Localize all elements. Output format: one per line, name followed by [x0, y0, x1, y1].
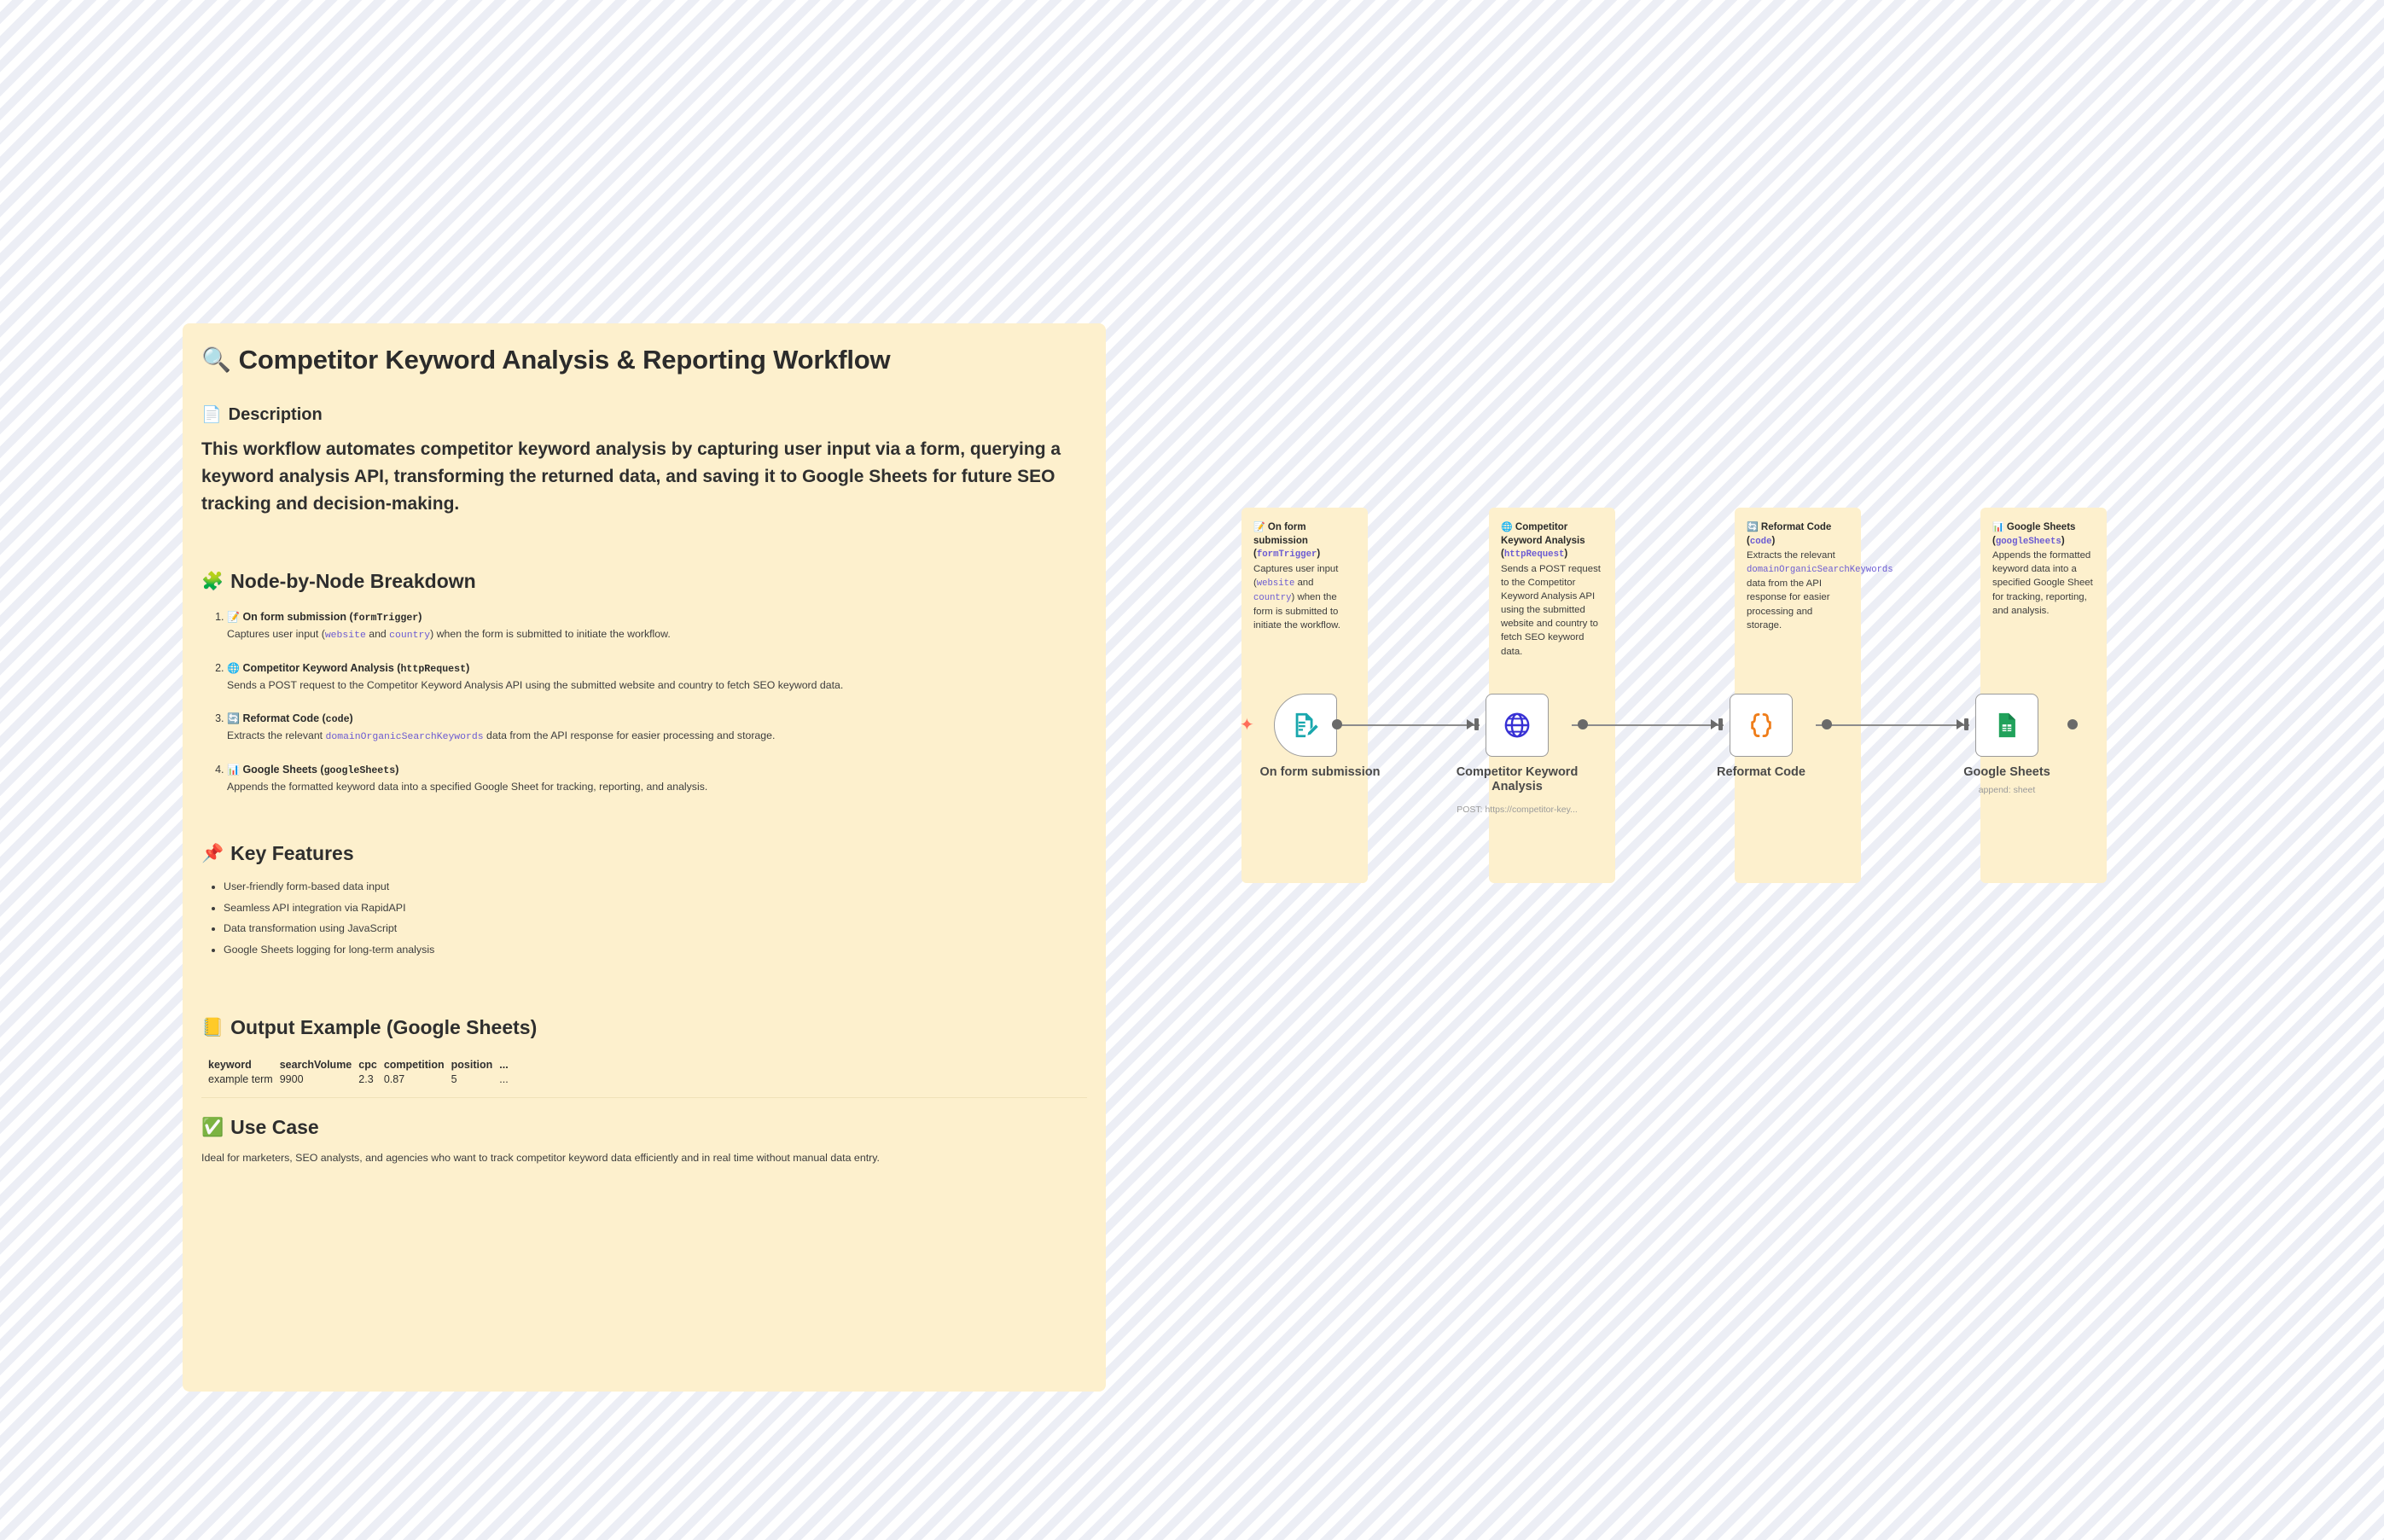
connector-arrow-icon — [1711, 719, 1718, 729]
connector-arrow-icon — [1467, 719, 1474, 729]
node-subtitle-http: POST: https://competitor-key... — [1457, 805, 1578, 815]
node-item-desc: Sends a POST request to the Competitor Keyword Analysis API using the submitted website and country to fetch SEO keyword data. — [227, 679, 844, 692]
list-item — [227, 711, 1090, 745]
list-item: • Data transformation using JavaScript — [224, 921, 1090, 936]
node-label-google-sheets: Google Sheets — [1963, 765, 2050, 779]
page-title-text: Competitor Keyword Analysis & Reporting Workflow — [238, 345, 891, 375]
bar-chart-icon: 📊 — [227, 763, 240, 776]
output-example-table — [203, 1059, 510, 1085]
node-item-desc: Extracts the relevant domainOrganicSearchKeywords data from the API response for easier processing and storage. — [227, 729, 776, 743]
table-header-row — [203, 1059, 510, 1073]
curly-braces-icon — [1746, 710, 1776, 741]
node-output-dot[interactable] — [1578, 719, 1588, 729]
connector-wire — [1326, 724, 1480, 726]
connector-endpoint — [1964, 718, 1968, 730]
column-header-keyword: keyword — [208, 1058, 252, 1071]
memo-icon: 📝 — [1253, 522, 1265, 532]
page-title — [201, 344, 1090, 375]
list-item: • Seamless API integration via RapidAPI — [224, 901, 1090, 915]
connector-endpoint — [1718, 718, 1723, 730]
node-label-competitor-keyword-analysis: Competitor Keyword Analysis — [1456, 765, 1579, 794]
sticky-note-body: Captures user input (website and country) when the form is submitted to initiate the workflow. — [1253, 563, 1340, 631]
sticky-note-body: Appends the formatted keyword data into a specified Google Sheet for tracking, reporting, and analysis. — [1992, 550, 2093, 616]
list-item: • Google Sheets logging for long-term analysis — [224, 943, 1090, 957]
check-mark-icon: ✅ — [201, 1117, 224, 1137]
sticky-note-body: Extracts the relevant domainOrganicSearchKeywords data from the API response for easier processing and storage. — [1747, 550, 1893, 631]
bar-chart-icon: 📊 — [1992, 522, 2004, 532]
cell-position: 5 — [451, 1072, 457, 1085]
node-item-title: 1. 📝 On form submission (formTrigger) — [227, 610, 422, 624]
node-item-title: 4. 📊 Google Sheets (googleSheets) — [227, 763, 399, 776]
node-label-on-form-submission: On form submission — [1259, 765, 1381, 779]
google-sheets-icon — [1992, 711, 2021, 740]
column-header-competition: competition — [383, 1058, 445, 1071]
card-index-icon: 📒 — [201, 1017, 224, 1037]
recycle-icon: 🔄 — [227, 712, 240, 724]
table-row — [203, 1073, 510, 1085]
sticky-note-title: 🔄 Reformat Code (code) — [1747, 522, 1832, 547]
sticky-note-title: 📊 Google Sheets (googleSheets) — [1992, 522, 2076, 547]
node-output-dot[interactable] — [2067, 719, 2078, 729]
key-features-heading — [201, 841, 1090, 866]
node-breakdown-list — [198, 609, 1090, 796]
pushpin-icon: 📌 — [201, 844, 224, 864]
column-header-cpc: cpc — [358, 1058, 377, 1071]
connector-wire — [1572, 724, 1724, 726]
sticky-note-title: 🌐 Competitor Keyword Analysis (httpRequest) — [1501, 522, 1585, 561]
description-heading-text: Description — [228, 405, 323, 425]
node-item-title: 3. 🔄 Reformat Code (code) — [227, 712, 353, 725]
magnifying-glass-icon: 🔍 — [201, 346, 231, 373]
node-output-dot[interactable] — [1822, 719, 1832, 729]
workflow-canvas[interactable] — [1241, 508, 2218, 892]
globe-icon: 🌐 — [227, 661, 240, 674]
breakdown-heading — [201, 569, 1090, 594]
node-reformat-code[interactable] — [1730, 694, 1793, 757]
breakdown-heading-text: Node-by-Node Breakdown — [230, 569, 476, 592]
cell-competition: 0.87 — [383, 1072, 405, 1085]
key-features-list — [198, 880, 1090, 957]
recycle-icon: 🔄 — [1747, 522, 1759, 532]
lightning-bolt-icon: ✦ — [1240, 716, 1254, 735]
node-on-form-submission[interactable] — [1274, 694, 1337, 757]
cell-keyword: example term — [208, 1072, 273, 1085]
page-icon: 📄 — [201, 406, 222, 425]
node-item-desc: Captures user input (website and country) when the form is submitted to initiate the workflow. — [227, 628, 671, 642]
memo-icon: 📝 — [227, 610, 240, 623]
use-case-heading — [201, 1115, 1090, 1140]
list-item — [227, 660, 1090, 694]
sticky-note-title: 📝 On form submission (formTrigger) — [1253, 522, 1321, 561]
cell-more: ... — [499, 1072, 509, 1085]
form-trigger-icon — [1291, 711, 1320, 740]
key-features-heading-text: Key Features — [230, 842, 354, 865]
description-body: This workflow automates competitor keyword analysis by capturing user input via a form, querying a keyword analysis API, transforming the returned data, and saving it to Google Sheets for future SEO tracking and decision-making. — [201, 439, 1061, 514]
node-subtitle-google-sheets: append: sheet — [1978, 785, 2036, 795]
column-header-more: ... — [499, 1058, 509, 1071]
connector-arrow-icon — [1957, 719, 1964, 729]
globe-icon — [1503, 711, 1532, 740]
use-case-heading-text: Use Case — [230, 1115, 319, 1138]
output-example-heading-text: Output Example (Google Sheets) — [230, 1015, 538, 1038]
cell-search-volume: 9900 — [279, 1072, 304, 1085]
output-example-heading — [201, 1015, 1090, 1040]
node-item-title: 2. 🌐 Competitor Keyword Analysis (httpRequest) — [227, 661, 470, 675]
use-case-body: Ideal for marketers, SEO analysts, and agencies who want to track competitor keyword data efficiently and in real time without manual data entry. — [201, 1152, 881, 1165]
workflow-doc-panel — [183, 323, 1106, 1392]
list-item — [227, 762, 1090, 795]
node-competitor-keyword-analysis[interactable] — [1486, 694, 1549, 757]
node-label-reformat-code: Reformat Code — [1717, 765, 1805, 779]
sticky-note-body: Sends a POST request to the Competitor Keyword Analysis API using the submitted website and country to fetch SEO keyword data. — [1501, 563, 1601, 657]
node-output-dot[interactable] — [1332, 719, 1342, 729]
connector-wire — [1816, 724, 1969, 726]
list-item — [227, 609, 1090, 643]
list-item: • User-friendly form-based data input — [224, 880, 1090, 894]
node-google-sheets[interactable] — [1975, 694, 2038, 757]
description-heading — [201, 404, 1090, 426]
column-header-search-volume: searchVolume — [279, 1058, 352, 1071]
globe-icon: 🌐 — [1501, 522, 1513, 532]
connector-endpoint — [1474, 718, 1479, 730]
node-item-desc: Appends the formatted keyword data into a specified Google Sheet for tracking, reporting, and analysis. — [227, 781, 708, 793]
puzzle-piece-icon: 🧩 — [201, 571, 224, 591]
cell-cpc: 2.3 — [358, 1072, 374, 1085]
column-header-position: position — [451, 1058, 493, 1071]
